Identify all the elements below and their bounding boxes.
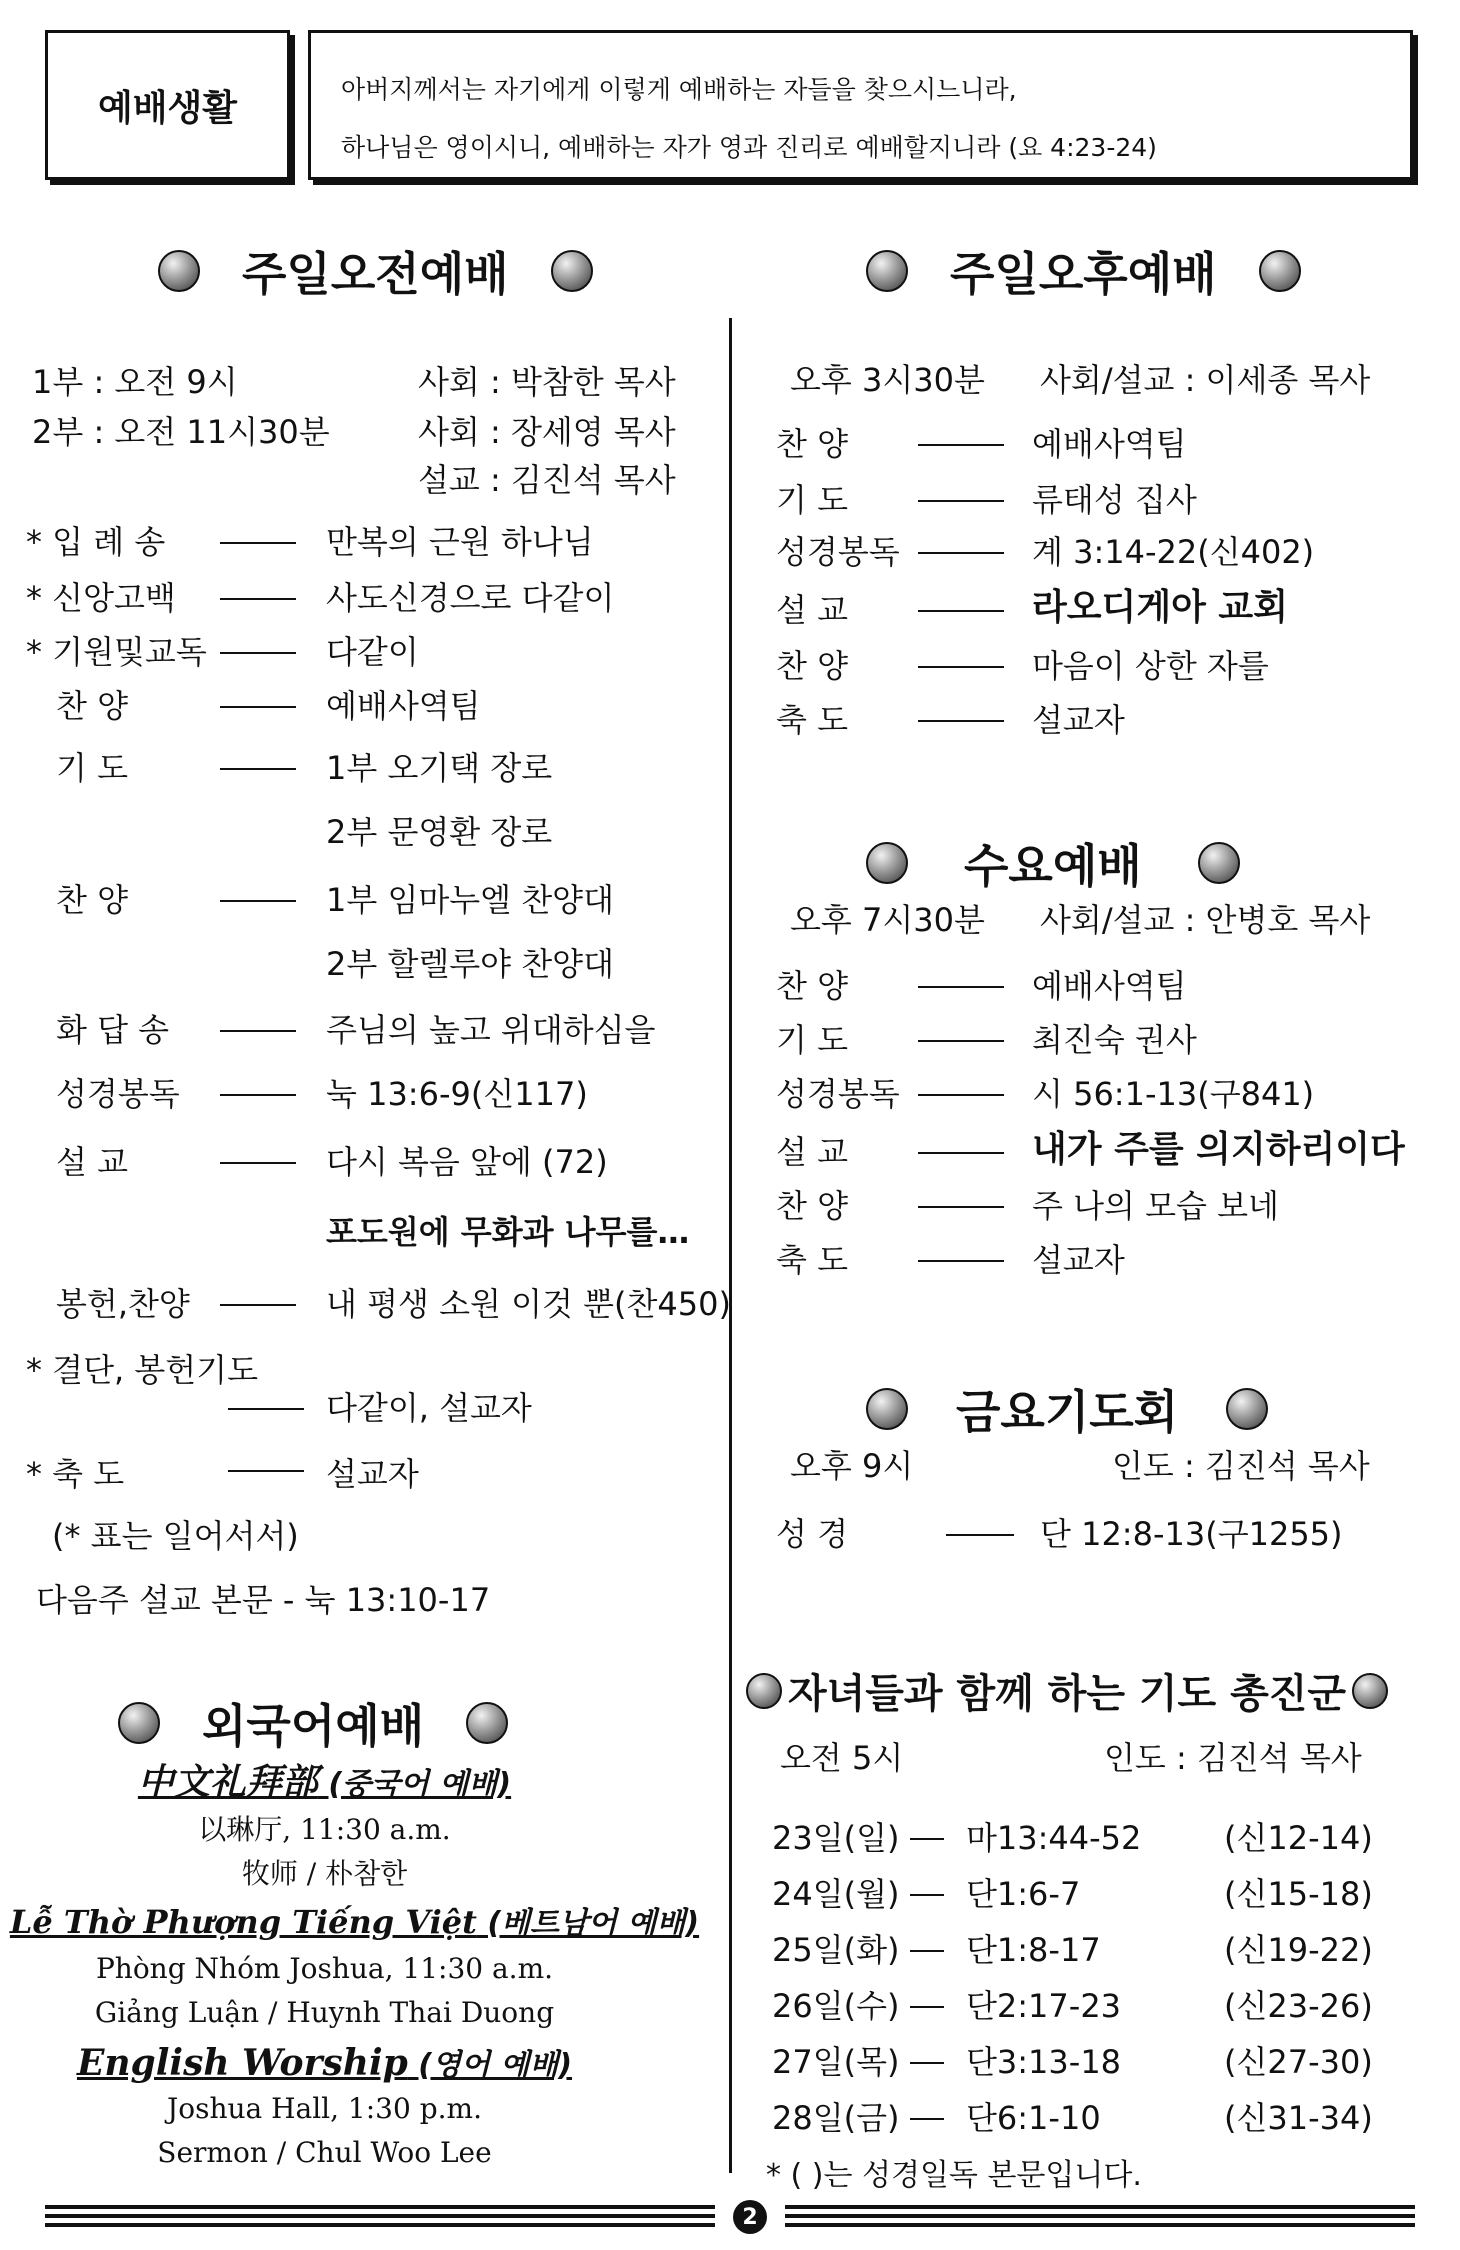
order-label: 찬 양 bbox=[776, 1187, 848, 1225]
scripture-line-2: 하나님은 영이시니, 예배하는 자가 영과 진리로 예배할지니라 (요 4:23-24) bbox=[341, 133, 1157, 162]
dash-line bbox=[910, 1950, 944, 1952]
dash-line bbox=[918, 720, 1004, 722]
schedule-day: 23일(일) bbox=[772, 1819, 900, 1857]
dash-line bbox=[910, 1894, 944, 1896]
afternoon-host: 사회/설교 : 이세종 목사 bbox=[1040, 361, 1371, 399]
dash-line bbox=[220, 1030, 296, 1032]
bullet-ball-icon bbox=[746, 1673, 782, 1709]
english-service-heading: English Worship (영어 예배) bbox=[76, 2042, 573, 2084]
order-label: 성경봉독 bbox=[56, 1075, 180, 1113]
dash-line bbox=[918, 444, 1004, 446]
order-label: 봉헌,찬양 bbox=[56, 1285, 190, 1323]
order-value: 눅 13:6-9(신117) bbox=[326, 1075, 588, 1113]
order-label: * 기원및교독 bbox=[26, 633, 207, 671]
bullet-ball-icon bbox=[866, 250, 908, 292]
dash-line bbox=[918, 610, 1004, 612]
order-value: 내 평생 소원 이것 뿐(찬450) bbox=[326, 1285, 731, 1323]
order-label: 축 도 bbox=[776, 1241, 848, 1279]
bullet-ball-icon bbox=[866, 1388, 908, 1430]
order-label: 찬 양 bbox=[56, 881, 128, 919]
schedule-ref: (신19-22) bbox=[1224, 1931, 1373, 1969]
schedule-text: 단6:1-10 bbox=[966, 2099, 1101, 2137]
dash-line bbox=[918, 1040, 1004, 1042]
dash-line bbox=[918, 552, 1004, 554]
bullet-ball-icon bbox=[1226, 1388, 1268, 1430]
order-value: 만복의 근원 하나님 bbox=[326, 523, 594, 561]
bullet-ball-icon bbox=[1259, 250, 1301, 292]
section-label: 예배생활 bbox=[97, 87, 238, 129]
schedule-text: 단3:13-18 bbox=[966, 2043, 1122, 2081]
order-value: 1부 임마누엘 찬양대 bbox=[326, 881, 614, 919]
schedule-note: * ( )는 성경일독 본문입니다. bbox=[766, 2158, 1142, 2193]
order-label: 성경봉독 bbox=[776, 533, 900, 571]
order-value: 주님의 높고 위대하심을 bbox=[326, 1011, 656, 1049]
dash-line bbox=[220, 768, 296, 770]
bullet-ball-icon bbox=[158, 250, 200, 292]
schedule-day: 28일(금) bbox=[772, 2099, 900, 2137]
bullet-ball-icon bbox=[466, 1702, 508, 1744]
order-label: 성경봉독 bbox=[776, 1075, 900, 1113]
order-value: 1부 오기택 장로 bbox=[326, 749, 553, 787]
page-number: 2 bbox=[733, 2200, 767, 2234]
order-label: 설 교 bbox=[56, 1143, 128, 1181]
morning-svc2-preacher: 설교 : 김진석 목사 bbox=[418, 461, 676, 499]
schedule-day: 26일(수) bbox=[772, 1987, 900, 2025]
section-label-box bbox=[45, 30, 290, 180]
friday-time: 오후 9시 bbox=[790, 1447, 914, 1485]
bullet-ball-icon bbox=[118, 1702, 160, 1744]
order-label: 화 답 송 bbox=[56, 1011, 170, 1049]
order-label: 찬 양 bbox=[776, 647, 848, 685]
afternoon-time: 오후 3시30분 bbox=[790, 361, 985, 399]
bullet-ball-icon bbox=[866, 842, 908, 884]
order-label: 찬 양 bbox=[56, 687, 128, 725]
dash-line bbox=[910, 2006, 944, 2008]
order-value: 주 나의 모습 보네 bbox=[1032, 1187, 1279, 1225]
order-label: 설 교 bbox=[776, 591, 848, 629]
dash-line bbox=[228, 1470, 304, 1472]
children-prayer-title: 자녀들과 함께 하는 기도 총진군 bbox=[746, 1662, 1388, 1719]
schedule-ref: (신12-14) bbox=[1224, 1819, 1373, 1857]
foreign-service-title: 외국어예배 bbox=[118, 1690, 508, 1756]
order-label: * 축 도 bbox=[26, 1455, 125, 1493]
order-value: 설교자 bbox=[1032, 1241, 1125, 1279]
schedule-text: 단2:17-23 bbox=[966, 1987, 1122, 2025]
footer-rule bbox=[785, 2205, 1415, 2209]
order-value: 시 56:1-13(구841) bbox=[1032, 1075, 1315, 1113]
schedule-ref: (신23-26) bbox=[1224, 1987, 1373, 2025]
footer-rule bbox=[785, 2214, 1415, 2218]
morning-svc2-host: 사회 : 장세영 목사 bbox=[418, 413, 676, 451]
vietnamese-service-pastor: Giảng Luận / Huynh Thai Duong bbox=[94, 1996, 555, 2029]
morning-service-title: 주일오전예배 bbox=[158, 238, 593, 304]
order-label: 기 도 bbox=[776, 1021, 848, 1059]
footer-rule bbox=[785, 2223, 1415, 2227]
dash-line bbox=[918, 1206, 1004, 1208]
order-value: 예배사역팀 bbox=[326, 687, 481, 725]
next-week-text: 다음주 설교 본문 - 눅 13:10-17 bbox=[36, 1581, 491, 1619]
dash-line bbox=[918, 1094, 1004, 1096]
english-service-location: Joshua Hall, 1:30 p.m. bbox=[167, 2092, 482, 2125]
order-value: 설교자 bbox=[1032, 701, 1125, 739]
bullet-ball-icon bbox=[1198, 842, 1240, 884]
order-label: 찬 양 bbox=[776, 967, 848, 1005]
bullet-ball-icon bbox=[551, 250, 593, 292]
dash-line bbox=[918, 1152, 1004, 1154]
dash-line bbox=[918, 1260, 1004, 1262]
order-value-2: 2부 할렐루야 찬양대 bbox=[326, 945, 614, 983]
vietnamese-service-heading: Lễ Thờ Phượng Tiếng Việt (베트남어 예배) bbox=[9, 1903, 700, 1941]
dash-line bbox=[910, 1838, 944, 1840]
sermon-title: 내가 주를 의지하리이다 bbox=[1032, 1129, 1405, 1170]
dash-line bbox=[910, 2118, 944, 2120]
order-value: 류태성 집사 bbox=[1032, 481, 1197, 519]
wednesday-time: 오후 7시30분 bbox=[790, 901, 985, 939]
dash-line bbox=[918, 986, 1004, 988]
order-value: 다시 복음 앞에 (72) bbox=[326, 1143, 608, 1181]
order-value: 설교자 bbox=[326, 1455, 419, 1493]
dash-line bbox=[220, 706, 296, 708]
schedule-ref: (신31-34) bbox=[1224, 2099, 1373, 2137]
dash-line bbox=[220, 598, 296, 600]
bullet-ball-icon bbox=[1352, 1673, 1388, 1709]
order-label: 기 도 bbox=[776, 481, 848, 519]
order-label: 찬 양 bbox=[776, 425, 848, 463]
schedule-text: 단1:6-7 bbox=[966, 1875, 1081, 1913]
afternoon-service-title: 주일오후예배 bbox=[866, 238, 1301, 304]
column-divider bbox=[729, 318, 732, 2173]
schedule-text: 단1:8-17 bbox=[966, 1931, 1101, 1969]
scripture-line-1: 아버지께서는 자기에게 이렇게 예배하는 자들을 찾으시느니라, bbox=[341, 75, 1017, 104]
order-value: 계 3:14-22(신402) bbox=[1032, 533, 1315, 571]
dash-line bbox=[910, 2062, 944, 2064]
friday-host: 인도 : 김진석 목사 bbox=[1112, 1447, 1370, 1485]
schedule-day: 27일(목) bbox=[772, 2043, 900, 2081]
order-value: 마음이 상한 자를 bbox=[1032, 647, 1269, 685]
order-value: 다같이 bbox=[326, 633, 419, 671]
order-value: 최진숙 권사 bbox=[1032, 1021, 1197, 1059]
dash-line bbox=[918, 666, 1004, 668]
order-label: * 신앙고백 bbox=[26, 579, 176, 617]
chinese-service-pastor: 牧师 / 朴참한 bbox=[241, 1857, 408, 1890]
morning-svc2-time: 2부 : 오전 11시30분 bbox=[32, 413, 330, 451]
footer-rule bbox=[45, 2205, 715, 2209]
wednesday-host: 사회/설교 : 안병호 목사 bbox=[1040, 901, 1371, 939]
order-value: 예배사역팀 bbox=[1032, 425, 1187, 463]
order-value: 단 12:8-13(구1255) bbox=[1040, 1515, 1343, 1553]
order-value: 다같이, 설교자 bbox=[326, 1389, 532, 1427]
morning-svc1-time: 1부 : 오전 9시 bbox=[32, 363, 238, 401]
dash-line bbox=[228, 1408, 304, 1410]
sermon-title: 포도원에 무화과 나무를… bbox=[326, 1213, 690, 1251]
friday-prayer-title: 금요기도회 bbox=[866, 1376, 1268, 1442]
english-service-pastor: Sermon / Chul Woo Lee bbox=[157, 2136, 492, 2169]
schedule-ref: (신15-18) bbox=[1224, 1875, 1373, 1913]
morning-svc1-host: 사회 : 박참한 목사 bbox=[418, 363, 676, 401]
order-label: 축 도 bbox=[776, 701, 848, 739]
order-value: 사도신경으로 다같이 bbox=[326, 579, 615, 617]
footer-rule bbox=[45, 2214, 715, 2218]
dash-line bbox=[220, 652, 296, 654]
dash-line bbox=[946, 1534, 1014, 1536]
children-host: 인도 : 김진석 목사 bbox=[1104, 1739, 1362, 1777]
dash-line bbox=[220, 900, 296, 902]
schedule-text: 마13:44-52 bbox=[966, 1819, 1142, 1857]
order-label: 설 교 bbox=[776, 1133, 848, 1171]
order-label: * 결단, 봉헌기도 bbox=[26, 1351, 258, 1389]
chinese-service-heading: 中文礼拜部 (중국어 예배) bbox=[137, 1761, 512, 1803]
wednesday-service-title: 수요예배 bbox=[866, 830, 1240, 896]
schedule-day: 24일(월) bbox=[772, 1875, 900, 1913]
dash-line bbox=[220, 1162, 296, 1164]
standing-note: (* 표는 일어서서) bbox=[52, 1517, 299, 1555]
order-label: 기 도 bbox=[56, 749, 128, 787]
dash-line bbox=[918, 500, 1004, 502]
chinese-service-location: 以琳厅, 11:30 a.m. bbox=[198, 1813, 451, 1846]
sermon-title: 라오디게아 교회 bbox=[1032, 587, 1288, 628]
order-label: 성 경 bbox=[776, 1515, 848, 1553]
order-value-2: 2부 문영환 장로 bbox=[326, 813, 553, 851]
scripture-box bbox=[308, 30, 1413, 180]
footer-rule bbox=[45, 2223, 715, 2227]
vietnamese-service-location: Phòng Nhóm Joshua, 11:30 a.m. bbox=[95, 1952, 554, 1985]
dash-line bbox=[220, 542, 296, 544]
order-value: 예배사역팀 bbox=[1032, 967, 1187, 1005]
children-time: 오전 5시 bbox=[780, 1739, 904, 1777]
dash-line bbox=[220, 1304, 296, 1306]
dash-line bbox=[220, 1094, 296, 1096]
schedule-day: 25일(화) bbox=[772, 1931, 900, 1969]
schedule-ref: (신27-30) bbox=[1224, 2043, 1373, 2081]
order-label: * 입 례 송 bbox=[26, 523, 166, 561]
